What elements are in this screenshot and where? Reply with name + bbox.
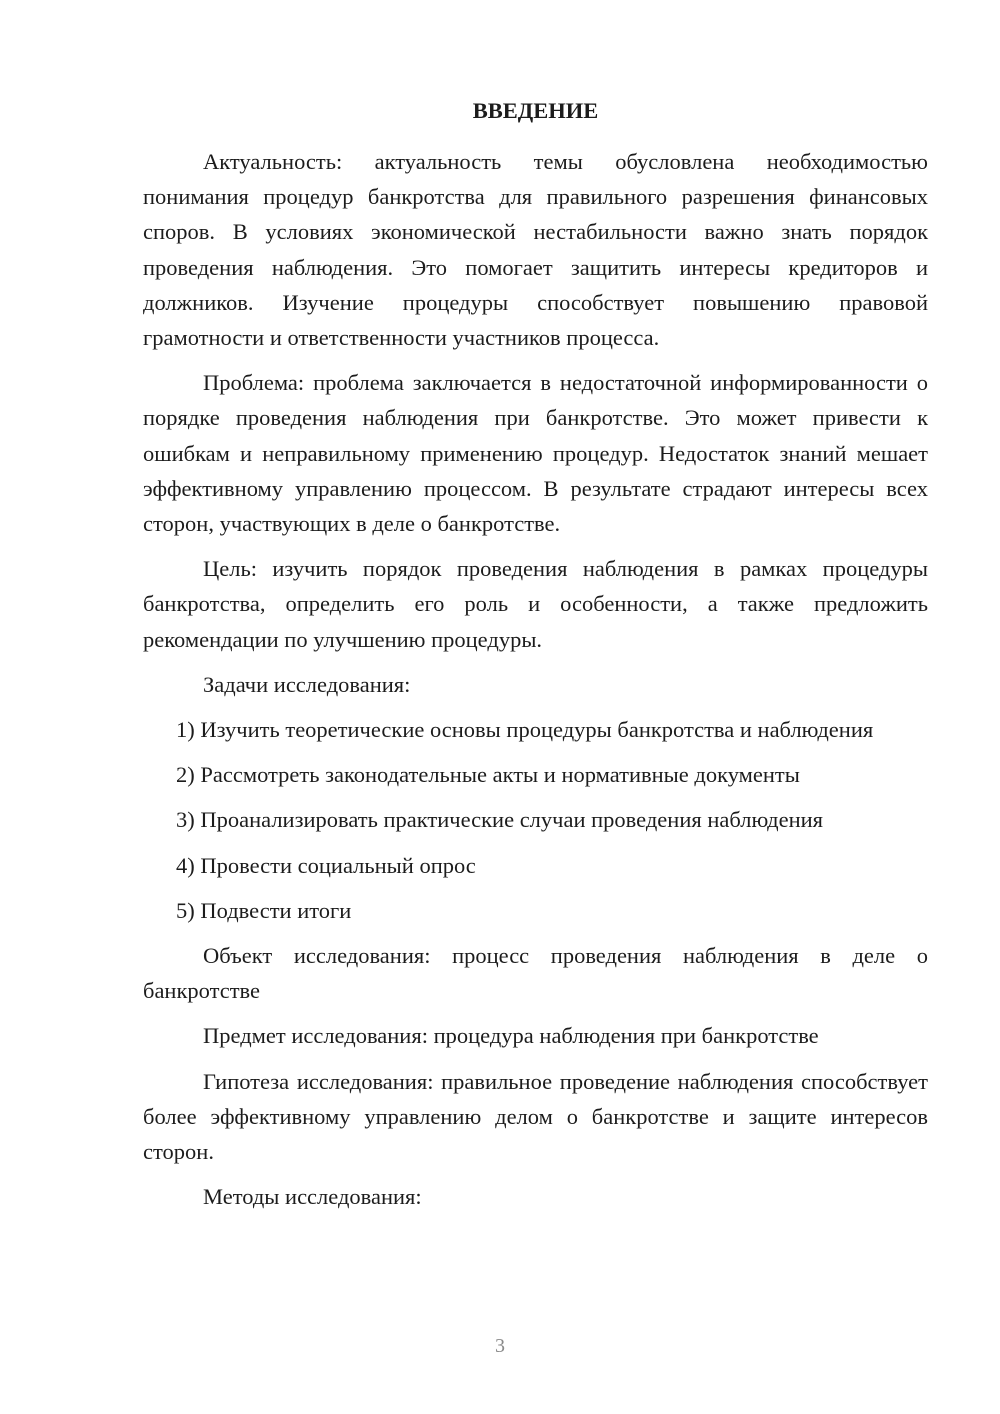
hypothesis-paragraph: Гипотеза исследования: правильное проведение наблюдения способствует более эффективному управлению делом о банкротстве и защите интересов сторон.	[143, 1068, 928, 1165]
task-item-2: 2) Рассмотреть законодательные акты и нормативные документы	[176, 762, 800, 788]
methods-heading: Методы исследования:	[203, 1184, 422, 1210]
page-content	[143, 93, 928, 1224]
subject-paragraph: Предмет исследования: процедура наблюдения при банкротстве	[203, 1023, 819, 1049]
problem-paragraph: Проблема: проблема заключается в недостаточной информированности о порядке проведения наблюдения при банкротстве. Это может привести к ошибкам и неправильному применению процедур. Недостаток знаний мешает эффективному управлению процессом. В результате страдают интересы всех сторон, участвующих в деле о банкротстве.	[143, 370, 928, 537]
task-item-1: 1) Изучить теоретические основы процедуры банкротства и наблюдения	[176, 717, 874, 743]
goal-paragraph: Цель: изучить порядок проведения наблюдения в рамках процедуры банкротства, определить его роль и особенности, а также предложить рекомендации по улучшению процедуры.	[143, 556, 928, 652]
task-item-5: 5) Подвести итоги	[176, 897, 352, 923]
page-title: ВВЕДЕНИЕ	[472, 98, 599, 123]
task-item-3: 3) Проанализировать практические случаи проведения наблюдения	[176, 807, 824, 833]
relevance-paragraph: Актуальность: актуальность темы обусловлена необходимостью понимания процедур банкротства для правильного разрешения финансовых споров. В условиях экономической нестабильности важно знать порядок проведения наблюдения. Это помогает защитить интересы кредиторов и должников. Изучение процедуры способствует повышению правовой грамотности и ответственности участников процесса.	[143, 149, 928, 351]
task-item-4: 4) Провести социальный опрос	[176, 852, 476, 878]
tasks-heading: Задачи исследования:	[203, 671, 411, 697]
object-paragraph: Объект исследования: процесс проведения наблюдения в деле о банкротстве	[143, 943, 928, 1004]
page-number: 3	[495, 1335, 505, 1357]
